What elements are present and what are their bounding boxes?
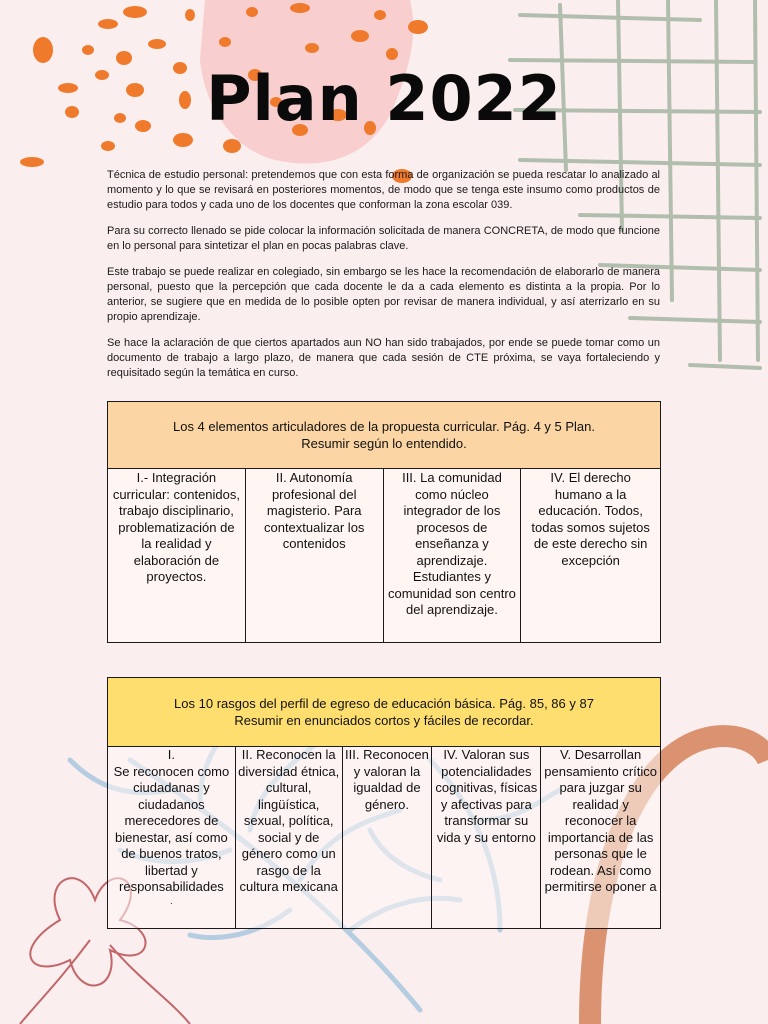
table1-cell: IV. El derecho humano a la educación. Todos, todas somos sujetos de este derecho sin excepción: [521, 469, 661, 643]
table2-cell-line: Se reconocen como ciudadanas y ciudadanos merecedores de bienestar, así como de buenos tratos, libertad y responsabilidades: [113, 763, 230, 894]
table-elementos-articuladores: [107, 401, 661, 643]
table2-header-line: Resumir en enunciados cortos y fáciles de recordar.: [234, 713, 534, 728]
intro-text: [107, 168, 660, 392]
intro-paragraph: Se hace la aclaración de que ciertos apartados aun NO han sido trabajados, por ende se puede tomar como un documento de trabajo a largo plazo, de manera que cada sesión de CTE próxima, se vaya fortaleciendo y requisitado según la temática en curso.: [107, 337, 660, 379]
intro-paragraph: Este trabajo se puede realizar en colegiado, sin embargo se les hace la recomendación de elaborarlo de manera personal, puesto que la percepción que cada docente le da a cada elemento es distinta a la propia. Por lo anterior, se sugiere que en medida de lo posible opten por revisar de manera individual, y así aterrizarlo en su propio aprendizaje.: [107, 266, 660, 323]
table2-cell: V. Desarrollan pensamiento crítico para juzgar su realidad y reconocer la importancia de las personas que le rodean. Así como permitirse oponer a: [541, 747, 661, 929]
table2-cell: II. Reconocen la diversidad étnica, cultural, lingüística, sexual, política, social y de género como un rasgo de la cultura mexicana: [235, 747, 342, 929]
table2-cell: [108, 747, 236, 929]
table1-cell: II. Autonomía profesional del magisterio. Para contextualizar los contenidos: [245, 469, 383, 643]
table2-cell: IV. Valoran sus potencialidades cognitivas, físicas y afectivas para transformar su vida y su entorno: [432, 747, 541, 929]
table1-header-line: Los 4 elementos articuladores de la propuesta curricular. Pág. 4 y 5 Plan.: [172, 419, 596, 434]
page-title: Plan 2022: [206, 62, 562, 135]
table2-cell-line: I.: [167, 747, 176, 762]
intro-paragraph: Para su correcto llenado se pide colocar la información solicitada de manera CONCRETA, de modo que funcione en lo personal para sintetizar el plan en pocas palabras clave.: [107, 225, 660, 252]
table2-cell: III. Reconocen y valoran la igualdad de género.: [342, 747, 432, 929]
table2-header: [108, 678, 661, 747]
table1-header-line: Resumir según lo entendido.: [301, 436, 467, 451]
intro-paragraph: Técnica de estudio personal: pretendemos que con esta forma de organización se pueda rescatar lo analizado al momento y lo que se revisará en posteriores momentos, de modo que se tenga este insumo como productos de estudio para todos y cada uno de los docentes que conforman la zona escolar 039.: [107, 169, 660, 211]
table1-cell: I.- Integración curricular: contenidos, trabajo disciplinario, problematización de la realidad y elaboración de proyectos.: [108, 469, 246, 643]
table1-cell: III. La comunidad como núcleo integrador de los procesos de enseñanza y aprendizaje. Estudiantes y comunidad son centro del aprendizaje.: [383, 469, 521, 643]
table-perfil-egreso: [107, 677, 661, 929]
table2-header-line: Los 10 rasgos del perfil de egreso de educación básica. Pág. 85, 86 y 87: [174, 696, 594, 711]
table1-header: [108, 402, 661, 469]
table2-cell-line: .: [170, 895, 173, 906]
